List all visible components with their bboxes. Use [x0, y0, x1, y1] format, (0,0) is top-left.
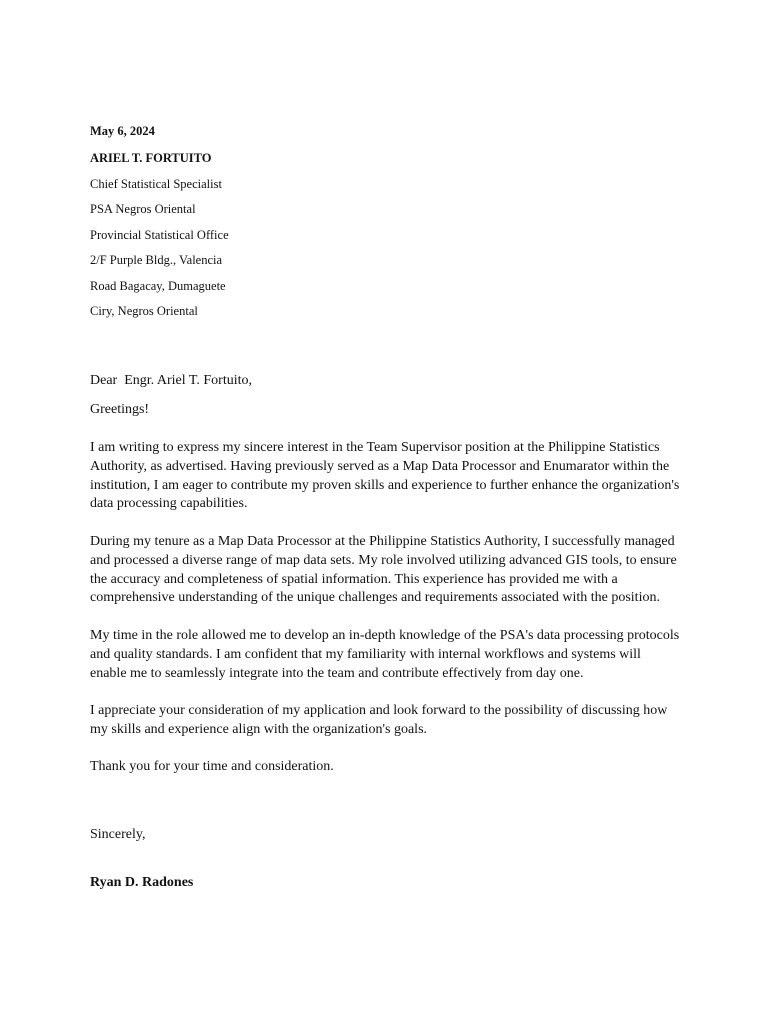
- recipient-address-line-1: 2/F Purple Bldg., Valencia: [90, 253, 223, 267]
- body-paragraph-4: I appreciate your consideration of my application and look forward to the possibility of discussing how my skills and experience align with the organization's goals.: [90, 703, 668, 737]
- body-paragraph-3: My time in the role allowed me to develop an in-depth knowledge of the PSA's data processing protocols and quality standards. I am confident that my familiarity with internal workflows and systems will enable me to seamlessly integrate into the team and contribute effectively from day one.: [90, 628, 680, 681]
- body-paragraph-5: Thank you for your time and consideration.: [90, 759, 334, 774]
- recipient-office-type: Provincial Statistical Office: [90, 228, 229, 242]
- recipient-office: PSA Negros Oriental: [90, 202, 196, 216]
- salutation: Dear Engr. Ariel T. Fortuito,: [90, 373, 253, 388]
- recipient-address-line-2: Road Bagacay, Dumaguete: [90, 279, 226, 293]
- body-paragraph-1: I am writing to express my sincere interest in the Team Supervisor position at the Philippine Statistics Authority, as advertised. Having previously served as a Map Data Processor and Enumarator within the institution, I am eager to contribute my proven skills and experience to further enhance the organization's data processing capabilities.: [90, 440, 680, 512]
- recipient-name: ARIEL T. FORTUITO: [90, 151, 212, 165]
- greeting: Greetings!: [90, 402, 150, 417]
- closing: Sincerely,: [90, 827, 146, 842]
- signature-name: Ryan D. Radones: [90, 875, 194, 890]
- letter-date: May 6, 2024: [90, 124, 155, 138]
- recipient-title: Chief Statistical Specialist: [90, 177, 222, 191]
- body-paragraph-2: During my tenure as a Map Data Processor at the Philippine Statistics Authority, I successfully managed and processed a diverse range of map data sets. My role involved utilizing advanced GIS tools, to ensure the accuracy and completeness of spatial information. This experience has provided me with a comprehensive understanding of the unique challenges and requirements associated with the position.: [90, 534, 677, 606]
- recipient-address-line-3: Ciry, Negros Oriental: [90, 304, 198, 318]
